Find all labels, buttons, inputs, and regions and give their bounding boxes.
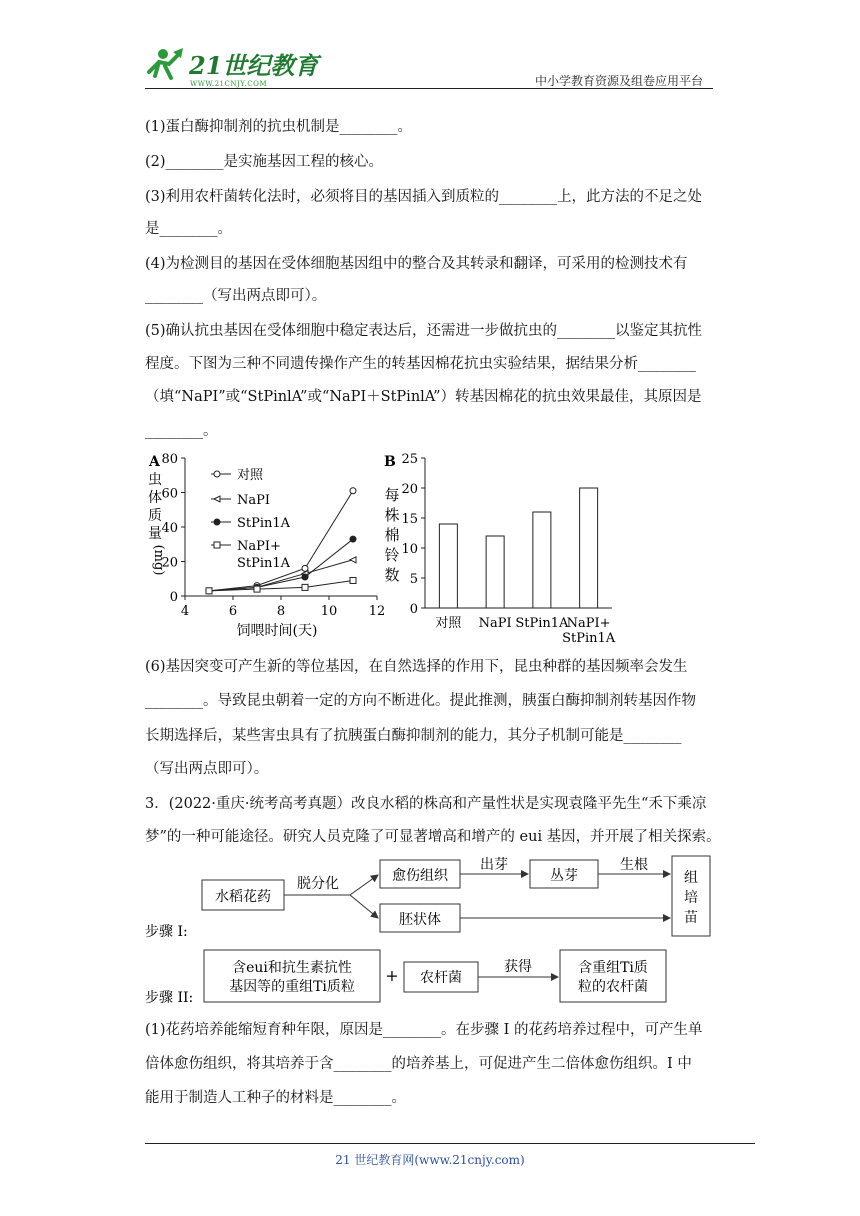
- runner-icon: [149, 48, 183, 78]
- legend-label: 对照: [237, 468, 264, 483]
- dediff-text: 脱分化: [297, 876, 339, 892]
- data-point: [214, 496, 220, 502]
- y-tick-label: 15: [401, 512, 418, 527]
- flow-diagram: [140, 850, 720, 1010]
- plasmid-line1: 含eui和抗生素抗性: [232, 960, 352, 976]
- rooting-text: 生根: [620, 857, 648, 873]
- bar: [439, 524, 457, 608]
- y-tick-label: 20: [401, 482, 418, 497]
- series-line: [209, 491, 353, 591]
- data-point: [214, 519, 220, 525]
- footer-link[interactable]: 21 世纪教育网(www.21cnjy.com): [335, 1153, 525, 1167]
- y-tick-label: 0: [409, 602, 418, 617]
- callus-text: 愈伤组织: [392, 868, 448, 884]
- panel-label: A: [149, 454, 160, 470]
- q-line: ________。: [145, 423, 218, 439]
- ylabel-char: 数: [384, 566, 400, 584]
- category-label: StPin1A: [562, 631, 616, 646]
- sprout-text: 出芽: [480, 857, 508, 873]
- plasmid-line2: 基因等的重组Ti质粒: [229, 979, 355, 995]
- bar: [533, 512, 551, 608]
- footer-divider: [145, 1143, 755, 1144]
- shoot-text: 丛芽: [550, 868, 578, 884]
- y-tick-label: 80: [161, 452, 178, 467]
- q-line: 能用于制造人工种子的材料是________。: [145, 1090, 406, 1106]
- category-label: StPin1A: [515, 616, 569, 631]
- plantlet-char: 培: [684, 890, 698, 906]
- legend-label: StPin1A: [237, 556, 291, 571]
- data-point: [350, 488, 356, 494]
- chart-b: [380, 448, 650, 653]
- bar: [580, 488, 598, 608]
- ylabel-char: 虫: [148, 472, 162, 488]
- q-line: (3)利用农杆菌转化法时，必须将目的基因插入到质粒的________上，此方法的不足之处: [145, 189, 703, 205]
- q-line: （写出两点即可）。: [145, 761, 269, 777]
- plantlet-char: 组: [684, 870, 698, 886]
- data-point: [214, 542, 220, 548]
- data-point: [302, 584, 308, 590]
- result-line2: 粒的农杆菌: [578, 979, 648, 995]
- q-line: ________（写出两点即可）。: [145, 288, 327, 304]
- header-divider: [145, 88, 713, 89]
- ylabel-char: 棉: [384, 526, 400, 544]
- y-tick-label: 25: [401, 452, 418, 467]
- data-point: [206, 588, 212, 594]
- x-tick-label: 10: [320, 604, 338, 619]
- q-line: 梦”的一种可能途径。研究人员克隆了可显著增高和增产的 eui 基因，并开展了相关探索。: [145, 829, 721, 845]
- logo-text: 21世纪教育: [189, 51, 319, 80]
- x-tick-label: 12: [368, 604, 385, 619]
- xlabel-a: 饲喂时间(天): [236, 623, 318, 639]
- chart-a: [145, 448, 385, 643]
- embryoid-text: 胚状体: [399, 912, 441, 928]
- x-tick-label: 4: [180, 604, 190, 619]
- ylabel-char: 株: [384, 506, 400, 524]
- y-tick-label: 20: [161, 555, 178, 571]
- y-tick-label: 5: [409, 572, 418, 587]
- q-line: (1)蛋白酶抑制剂的抗虫机制是________。: [145, 119, 413, 135]
- ylabel-char: 每: [384, 486, 400, 504]
- step2-label: 步骤 II:: [145, 990, 194, 1006]
- platform-name: 中小学教育资源及组卷应用平台: [535, 74, 704, 88]
- ylabel-unit: (mg): [151, 544, 166, 576]
- ylabel-b: [384, 486, 399, 584]
- y-tick-label: 40: [161, 521, 178, 536]
- q-line: (6)基因突变可产生新的等位基因，在自然选择的作用下，昆虫种群的基因频率会发生: [145, 659, 688, 675]
- q-line: (1)花药培养能缩短育种年限，原因是________。在步骤 I 的花药培养过程中，可产生单: [145, 1022, 703, 1038]
- agro-text: 农杆菌: [420, 970, 462, 986]
- ylabel-char: 量: [148, 526, 162, 542]
- ylabel-char: 体: [148, 490, 162, 506]
- data-point: [302, 574, 308, 580]
- q-line: ________。导致昆虫朝着一定的方向不断进化。提此推测，胰蛋白酶抑制剂转基因作物: [145, 693, 696, 709]
- q-line: 3．(2022·重庆·统考高考真题）改良水稻的株高和产量性状是实现袁隆平先生“禾下乘凉: [145, 796, 707, 812]
- plantlet-char: 苗: [684, 910, 698, 926]
- legend-label: NaPI+: [237, 539, 281, 554]
- q-line: 倍体愈伤组织，将其培养于含________的培养基上，可促进产生二倍体愈伤组织。I 中: [145, 1056, 692, 1072]
- q-line: 是________。: [145, 221, 232, 237]
- site-logo[interactable]: [143, 42, 343, 88]
- q-line: 长期选择后，某些害虫具有了抗胰蛋白酶抑制剂的能力，其分子机制可能是________: [145, 728, 682, 744]
- ylabel-char: 质: [148, 508, 162, 524]
- plus-sign: +: [385, 966, 399, 985]
- logo-url: WWW.21CNJY.COM: [190, 80, 267, 88]
- data-point: [350, 557, 356, 563]
- data-point: [214, 471, 220, 477]
- q-line: 程度。下图为三种不同遗传操作产生的转基因棉花抗虫实验结果，据结果分析________: [145, 356, 696, 372]
- step1-label: 步骤 I:: [145, 924, 188, 940]
- data-point: [254, 586, 260, 592]
- x-tick-label: 8: [276, 604, 286, 619]
- y-tick-label: 10: [401, 542, 418, 557]
- legend-label: StPin1A: [237, 516, 291, 531]
- y-tick-label: 60: [161, 486, 178, 502]
- bar: [486, 536, 504, 608]
- q-line: （填“NaPI”或“StPinlA”或“NaPI＋StPinlA”）转基因棉花的抗虫效果最佳，其原因是: [145, 389, 702, 405]
- y-tick-label: 0: [169, 590, 178, 605]
- legend-label: NaPI: [237, 493, 271, 508]
- q-line: (2)________是实施基因工程的核心。: [145, 154, 384, 170]
- category-label: NaPI+: [566, 616, 611, 631]
- anther-text: 水稻花药: [215, 889, 271, 905]
- result-line1: 含重组Ti质: [578, 960, 648, 976]
- data-point: [350, 536, 356, 542]
- data-point: [350, 577, 356, 583]
- q-line: (4)为检测目的基因在受体细胞基因组中的整合及其转录和翻译，可采用的检测技术有: [145, 256, 688, 272]
- x-tick-label: 6: [228, 604, 238, 619]
- ylabel-char: 铃: [384, 546, 400, 564]
- category-label: NaPI: [478, 616, 512, 631]
- q-line: (5)确认抗虫基因在受体细胞中稳定表达后，还需进一步做抗虫的________以鉴定其抗性: [145, 323, 703, 339]
- panel-label: B: [384, 454, 396, 470]
- obtain-text: 获得: [504, 959, 532, 975]
- category-label: 对照: [435, 616, 462, 631]
